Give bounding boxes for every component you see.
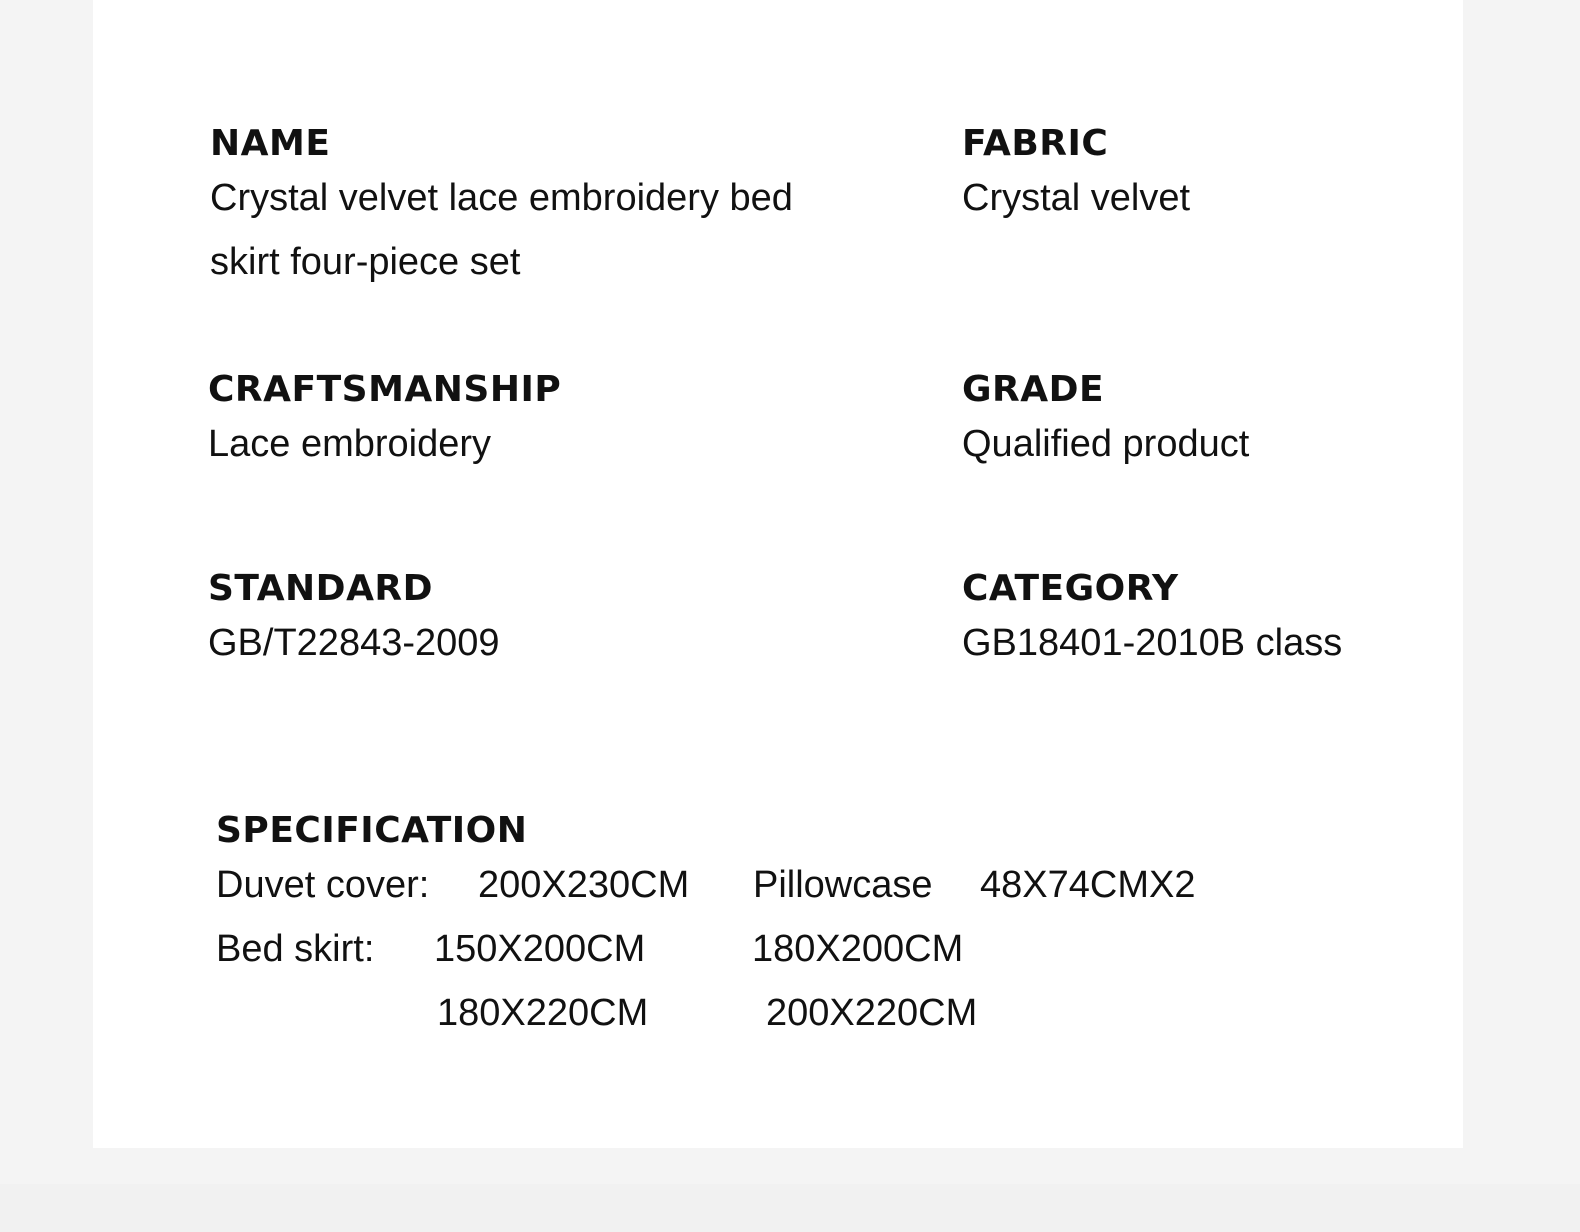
name-value-line1: Crystal velvet lace embroidery bed	[210, 177, 793, 219]
grade-label: GRADE	[962, 369, 1105, 410]
standard-field	[208, 567, 888, 675]
spec-row-bedskirt-2	[216, 981, 1316, 1045]
spec-row-duvet	[216, 853, 1316, 917]
spec-row-bedskirt-1	[216, 917, 1316, 981]
bottom-divider-strip	[0, 1184, 1580, 1232]
bedskirt-size: 180X220CM	[437, 992, 649, 1034]
craftsmanship-value: Lace embroidery	[208, 423, 492, 465]
name-label: NAME	[210, 123, 331, 164]
name-field	[210, 122, 890, 294]
fabric-label: FABRIC	[962, 123, 1109, 164]
craftsmanship-label: CRAFTSMANSHIP	[208, 369, 562, 410]
duvet-size: 200X230CM	[478, 864, 690, 906]
grade-value: Qualified product	[962, 423, 1250, 465]
pillowcase-label: Pillowcase	[753, 864, 933, 906]
fabric-value: Crystal velvet	[962, 177, 1191, 219]
bedskirt-size: 150X200CM	[434, 928, 646, 970]
name-value-line2: skirt four-piece set	[210, 241, 521, 283]
category-value: GB18401-2010B class	[962, 622, 1343, 664]
category-field	[962, 567, 1522, 675]
category-label: CATEGORY	[962, 568, 1179, 609]
bedskirt-size: 200X220CM	[766, 992, 978, 1034]
craftsmanship-field	[208, 368, 888, 476]
bedskirt-label: Bed skirt:	[216, 928, 375, 970]
grade-field	[962, 368, 1522, 476]
duvet-label: Duvet cover:	[216, 864, 430, 906]
bedskirt-size: 180X200CM	[752, 928, 964, 970]
specification-section	[216, 809, 1316, 1045]
standard-label: STANDARD	[208, 568, 434, 609]
standard-value: GB/T22843-2009	[208, 622, 500, 664]
pillowcase-size: 48X74CMX2	[980, 864, 1196, 906]
fabric-field	[962, 122, 1522, 230]
specification-label: SPECIFICATION	[216, 810, 528, 851]
